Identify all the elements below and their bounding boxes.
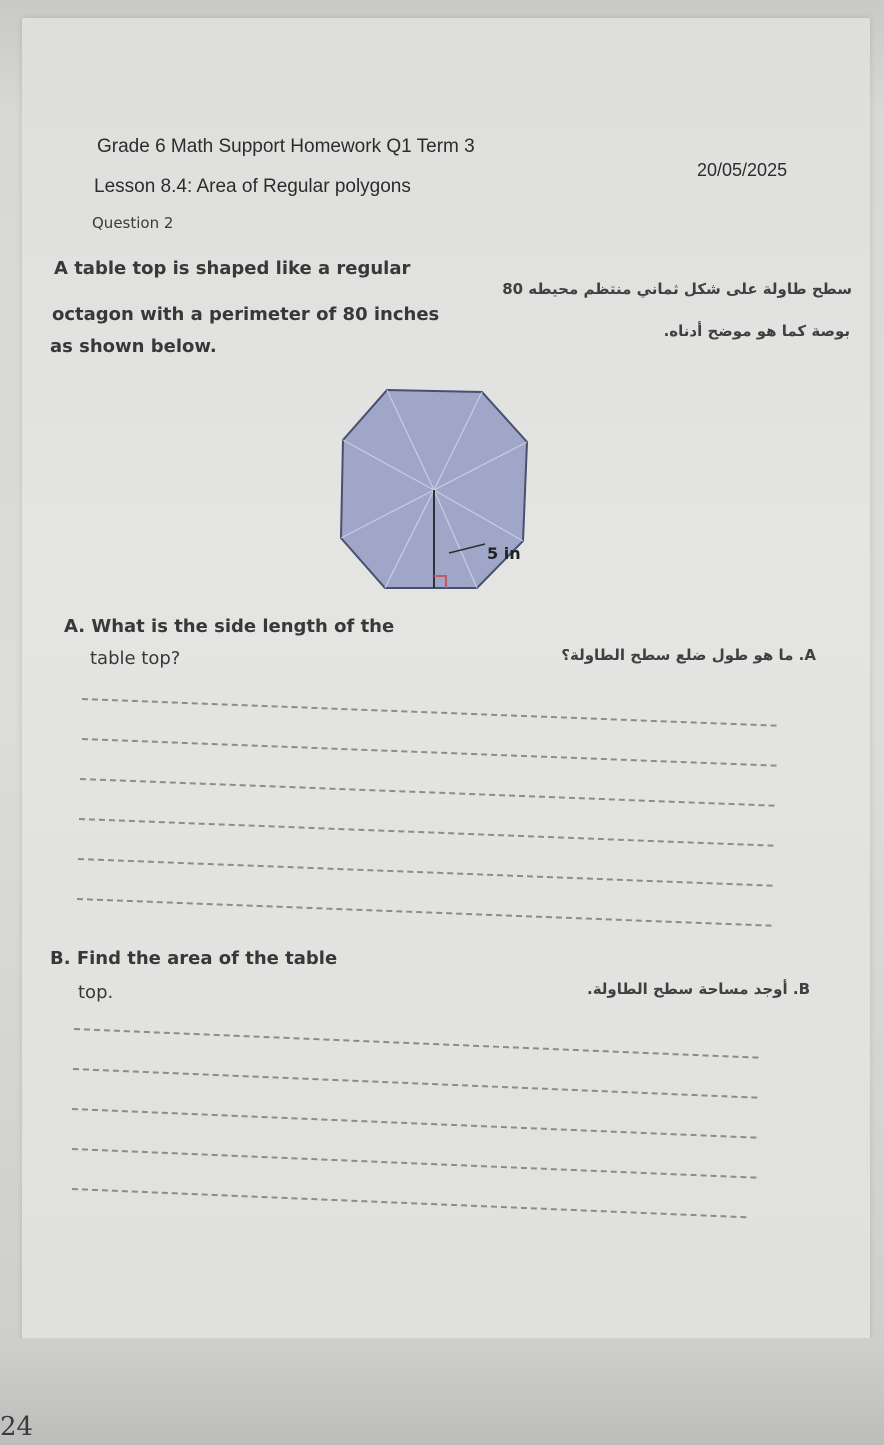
- worksheet-date: 20/05/2025: [697, 160, 788, 180]
- answer-line-a-3[interactable]: [80, 778, 775, 807]
- answer-line-b-2[interactable]: [73, 1068, 757, 1099]
- desk-background: [0, 1338, 884, 1445]
- problem-line-1: A table top is shaped like a regular: [54, 258, 411, 279]
- problem-arabic-line-1: سطح طاولة على شكل ثماني منتظم محيطه 80: [502, 280, 852, 298]
- part-a-arabic: A. ما هو طول ضلع سطح الطاولة؟: [561, 646, 816, 664]
- answer-line-a-6[interactable]: [77, 898, 772, 927]
- answer-line-b-5[interactable]: [72, 1188, 746, 1218]
- part-b-question-line-2: top.: [78, 982, 114, 1003]
- part-b-question-line-1: B. Find the area of the table: [50, 948, 338, 969]
- part-a-question-line-1: A. What is the side length of the: [64, 616, 395, 637]
- answer-line-b-1[interactable]: [74, 1028, 758, 1059]
- answer-line-b-3[interactable]: [72, 1108, 756, 1139]
- octagon-figure: [337, 386, 537, 596]
- answer-line-a-4[interactable]: [79, 818, 774, 847]
- answer-line-a-2[interactable]: [82, 738, 777, 767]
- worksheet-title: Grade 6 Math Support Homework Q1 Term 3: [97, 136, 475, 157]
- answer-line-b-4[interactable]: [72, 1148, 756, 1179]
- answer-line-a-5[interactable]: [78, 858, 773, 887]
- answer-line-a-1[interactable]: [82, 698, 777, 727]
- problem-line-3: as shown below.: [50, 336, 217, 357]
- part-b-arabic: B. أوجد مساحة سطح الطاولة.: [587, 980, 810, 998]
- handwritten-page-mark: 24: [0, 1412, 34, 1442]
- question-number: Question 2: [92, 214, 174, 232]
- worksheet-page: [22, 18, 870, 1353]
- problem-line-2: octagon with a perimeter of 80 inches: [52, 304, 440, 325]
- problem-arabic-line-2: بوصة كما هو موضح أدناه.: [663, 322, 850, 340]
- part-a-question-line-2: table top?: [90, 648, 181, 669]
- apothem-label: 5 in: [487, 544, 521, 563]
- lesson-title: Lesson 8.4: Area of Regular polygons: [94, 176, 411, 197]
